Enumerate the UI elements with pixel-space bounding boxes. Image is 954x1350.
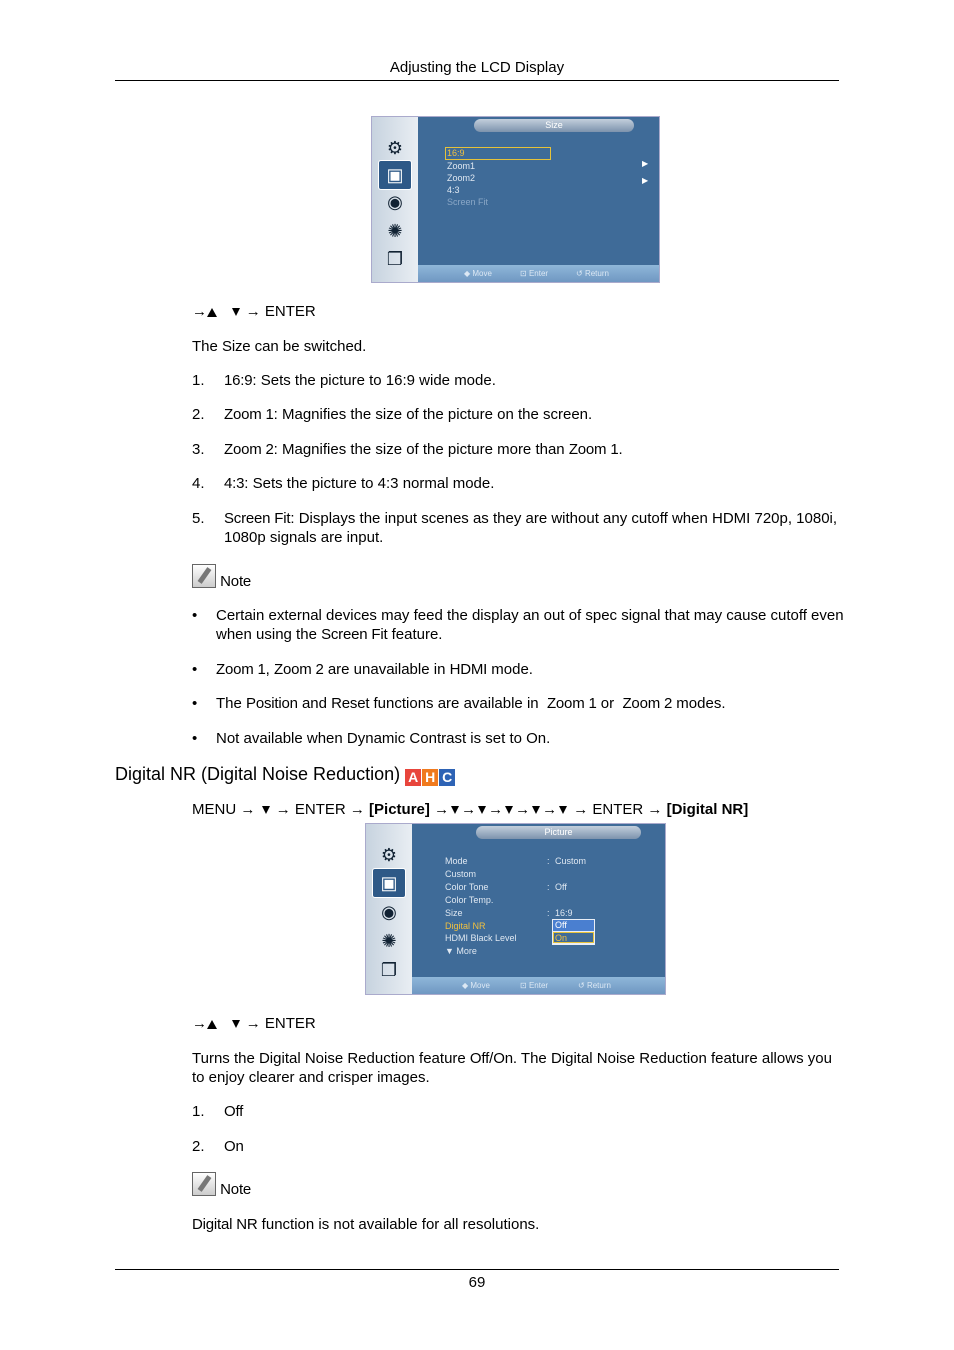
badge-h: H <box>422 769 438 786</box>
header-rule <box>115 80 839 81</box>
down-arrow-icon <box>505 806 513 814</box>
section-heading-digital-nr: Digital NR (Digital Noise Reduction) A H C <box>115 764 456 785</box>
multi-window-icon: ❐ <box>380 959 398 980</box>
note-icon <box>192 1172 216 1196</box>
osd-item: Zoom2 <box>447 173 476 183</box>
multi-window-icon: ❐ <box>386 248 404 269</box>
source-badge <box>405 766 456 783</box>
osd-row-value: 16:9 <box>555 908 573 918</box>
osd-dropdown-option-on: On <box>555 933 568 943</box>
osd-footer-move: ◆ Move <box>462 981 490 990</box>
note-heading: Note <box>192 1172 251 1198</box>
osd-item: Zoom1 <box>447 161 476 171</box>
picture-icon: ▣ <box>372 868 406 898</box>
osd-footer-return: ↺ Return <box>578 981 611 990</box>
setup-icon: ⚙ <box>380 844 398 865</box>
note-heading: Note <box>192 564 251 590</box>
down-arrow-icon <box>532 806 540 814</box>
enter-text: → ENTER <box>245 303 316 320</box>
submenu-arrow-icon: ▶ <box>642 159 649 168</box>
osd-more: ▼ More <box>445 946 477 956</box>
osd-row-label: HDMI Black Level <box>445 933 517 943</box>
badge-c: C <box>439 769 455 786</box>
down-arrow-icon <box>232 308 240 316</box>
osd-row-label: Custom <box>445 869 477 879</box>
down-arrow-icon <box>559 806 567 814</box>
osd-item: 4:3 <box>447 185 460 195</box>
osd-footer-return: ↺ Return <box>576 269 609 278</box>
page-number: 69 <box>468 1274 486 1291</box>
osd-row-value: Custom <box>555 856 587 866</box>
osd-row-value: Off <box>555 882 567 892</box>
osd-sidebar <box>372 117 418 282</box>
osd-title: Size <box>474 119 634 132</box>
osd-colon: : <box>547 908 550 918</box>
osd-dropdown-option-off: Off <box>555 920 567 930</box>
osd-row-label: Color Tone <box>445 882 489 892</box>
osd-colon: : <box>547 856 550 866</box>
size-options-list: 1. 16:9: Sets the picture to 16:9 wide mode. 2. Zoom 1: Magnifies the size of the picture on the screen. 3. Zoom 2: Magnifies the size of the picture more than Zoom 1. 4. 4:3: Sets the picture to 4:3 normal mode. 5. Screen Fit: Displays the input scenes as they are without any cutoff when HDMI 720p, 1080i, 1080p signals are input. <box>192 372 838 546</box>
up-arrow-icon <box>207 308 217 317</box>
page-header-title: Adjusting the LCD Display <box>389 59 565 76</box>
osd-sidebar <box>366 824 412 994</box>
setup-icon: ⚙ <box>386 137 404 158</box>
osd-footer-enter: ⊡ Enter <box>520 981 549 990</box>
osd-row-label: Size <box>445 908 463 918</box>
osd-colon: : <box>547 882 550 892</box>
size-term: Size <box>222 338 251 355</box>
size-notes-list: • Certain external devices may feed the display an out of spec signal that may cause cutoff even when using the Screen Fit feature. • Zoom 1, Zoom 2 are unavailable in HDMI mode. • The Position and Reset functions are available in Zoom 1 or Zoom 2 modes. • Not available when Dynamic Contrast is set to On. <box>192 607 844 747</box>
osd-row-label: Mode <box>445 856 468 866</box>
menu-path: MENU → → ENTER → [Picture] → → → → → → ENTER → [Digital NR] <box>192 801 749 818</box>
osd-footer <box>412 977 665 994</box>
osd-item: 16:9 <box>447 148 465 158</box>
osd-title: Picture <box>476 826 641 839</box>
dnr-intro: Turns the Digital Noise Reduction feature Off/On. The Digital Noise Reduction feature allows you to enjoy clearer and crisper images. <box>192 1050 832 1086</box>
dnr-note-text: Digital NR function is not available for all resolutions. <box>192 1216 540 1233</box>
arrow-text: → <box>192 303 207 320</box>
nav-instruction <box>192 1014 842 1033</box>
osd-row-label: Digital NR <box>445 921 486 931</box>
enter-text: → ENTER <box>245 1015 316 1032</box>
osd-footer-move: ◆ Move <box>464 269 492 278</box>
picture-icon: ▣ <box>378 160 412 190</box>
size-osd-screenshot <box>371 116 660 283</box>
sound-icon: ◉ <box>381 901 397 922</box>
osd-footer-enter: ⊡ Enter <box>520 269 549 278</box>
nav-instruction <box>192 302 842 321</box>
settings-icon: ✺ <box>381 930 397 951</box>
settings-icon: ✺ <box>387 220 403 241</box>
down-arrow-icon <box>232 1020 240 1028</box>
picture-menu-label: [Picture] <box>369 801 430 818</box>
picture-osd-screenshot <box>365 823 666 995</box>
up-arrow-icon <box>207 1020 217 1029</box>
down-arrow-icon <box>451 806 459 814</box>
sound-icon: ◉ <box>387 191 403 212</box>
size-intro: The Size can be switched. <box>192 338 367 355</box>
osd-row-label: Color Temp. <box>445 895 494 905</box>
arrow-text: → <box>192 1015 207 1032</box>
down-arrow-icon <box>478 806 486 814</box>
dnr-options-list: 1. Off 2. On <box>192 1103 244 1155</box>
submenu-arrow-icon: ▶ <box>642 176 649 185</box>
badge-a: A <box>405 769 421 786</box>
digital-nr-menu-label: [Digital NR] <box>666 801 749 818</box>
footer-rule <box>115 1269 839 1270</box>
osd-footer <box>418 265 659 282</box>
osd-item: Screen Fit <box>447 197 489 207</box>
down-arrow-icon <box>262 806 270 814</box>
note-icon <box>192 564 216 588</box>
